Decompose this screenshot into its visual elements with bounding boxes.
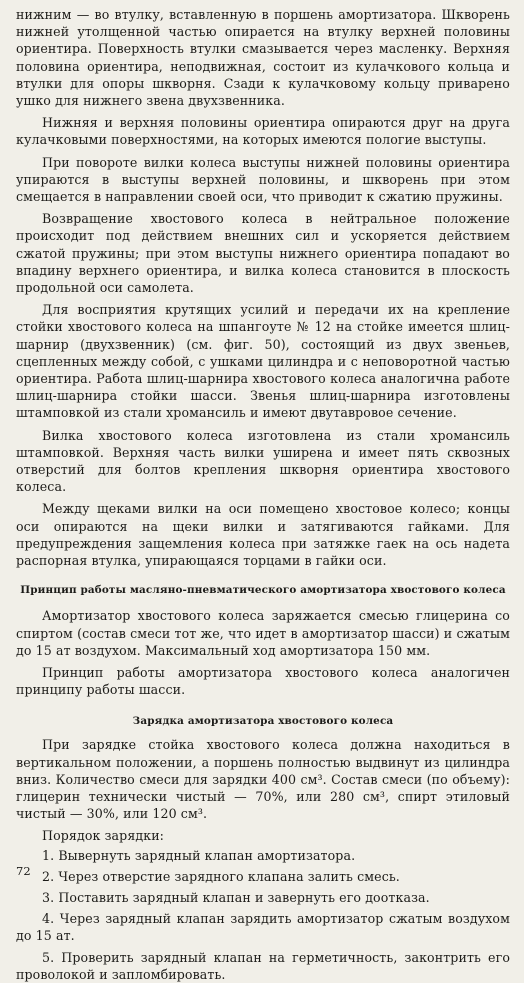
- paragraph-torque: Для восприятия крутящих усилий и передачи их на крепление стойки хвостового колеса на шпангоуте № 12 на стойке имеется шлиц-шарнир (двухзвенник) (см. фиг. 50), состоящий из двух звеньев, сцепленных между собой, с ушками цилиндра и с неповоротной частью ориентира. Работа шлиц-шарнира хвостового колеса аналогична работе шлиц-шарнира стойки шасси. Звенья шлиц-шарнира изготовлены штамповкой из стали хромансиль и имеют двутавровое сечение.: [16, 302, 510, 421]
- paragraph-rotation: При повороте вилки колеса выступы нижней половины ориентира упираются в выступы верхней половины, и шкворень при этом смещается в направлении своей оси, что приводит к сжатию пружины.: [16, 154, 510, 205]
- paragraph-analogy: Принцип работы амортизатора хвостового колеса аналогичен принципу работы шасси.: [16, 664, 510, 698]
- list-item: 5. Проверить зарядный клапан на герметичность, законтрить его проволокой и запломбировать.: [16, 949, 510, 982]
- paragraph-return: Возвращение хвостового колеса в нейтральное положение происходит под действием внешних сил и ускоряется действием сжатой пружины; при этом выступы нижнего ориентира попадают во впадину верхнего ориентира, и вилка колеса становится в плоскость продольной оси самолета.: [16, 211, 510, 296]
- order-label: Порядок зарядки:: [42, 828, 165, 844]
- section-heading-charging: Зарядка амортизатора хвостового колеса: [132, 715, 394, 728]
- paragraph-halves: Нижняя и верхняя половины ориентира опираются друг на друга кулачковыми поверхностями, на которых имеются пологие выступы.: [16, 115, 510, 148]
- paragraph-axle: Между щеками вилки на оси помещено хвостовое колесо; концы оси опираются на щеки вилки и затягиваются гайками. Для предупреждения защемления колеса при затяжке гаек на ось надета распорная втулка, упирающаяся торцами в гайки оси.: [16, 501, 510, 569]
- charging-steps-list: [16, 847, 510, 983]
- paragraph-charging-position: При зарядке стойка хвостового колеса должна находиться в вертикальном положении, а поршень полностью выдвинут из цилиндра вниз. Количество смеси для зарядки 400 см³. Состав смеси (по объему): глицерин технически чистый — 70%, или 280 см³, спирт этиловый чистый — 30%, или 120 см³.: [16, 737, 510, 822]
- list-item: 3. Поставить зарядный клапан и завернуть его доотказа.: [42, 889, 430, 905]
- page-number: 72: [16, 864, 31, 878]
- paragraph-fork: Вилка хвостового колеса изготовлена из стали хромансиль штамповкой. Верхняя часть вилки уширена и имеет пять сквозных отверстий для болтов крепления шкворня ориентира хвостового колеса.: [16, 427, 510, 495]
- paragraph-shkvoren: нижним — во втулку, вставленную в поршень амортизатора. Шкворень нижней утолщенной частью опирается на втулку верхней половины ориентира. Поверхность втулки смазывается через масленку. Верхняя половина ориентира, неподвижная, состоит из кулачкового кольца и втулки для опоры шкворня. Сзади к кулачковому кольцу приварено ушко для нижнего звена двухзвенника.: [16, 7, 510, 109]
- list-item: 2. Через отверстие зарядного клапана залить смесь.: [42, 868, 400, 884]
- list-item: 4. Через зарядный клапан зарядить амортизатор сжатым воздухом до 15 ат.: [16, 911, 510, 944]
- section-heading-principle: Принцип работы масляно-пневматического амортизатора хвостового колеса: [20, 584, 506, 597]
- list-item: 1. Вывернуть зарядный клапан амортизатора.: [42, 847, 356, 863]
- paragraph-mixture: Амортизатор хвостового колеса заряжается смесью глицерина со спиртом (состав смеси тот же, что идет в амортизатор шасси) и сжатым до 15 ат воздухом. Максимальный ход амортизатора 150 мм.: [16, 608, 510, 658]
